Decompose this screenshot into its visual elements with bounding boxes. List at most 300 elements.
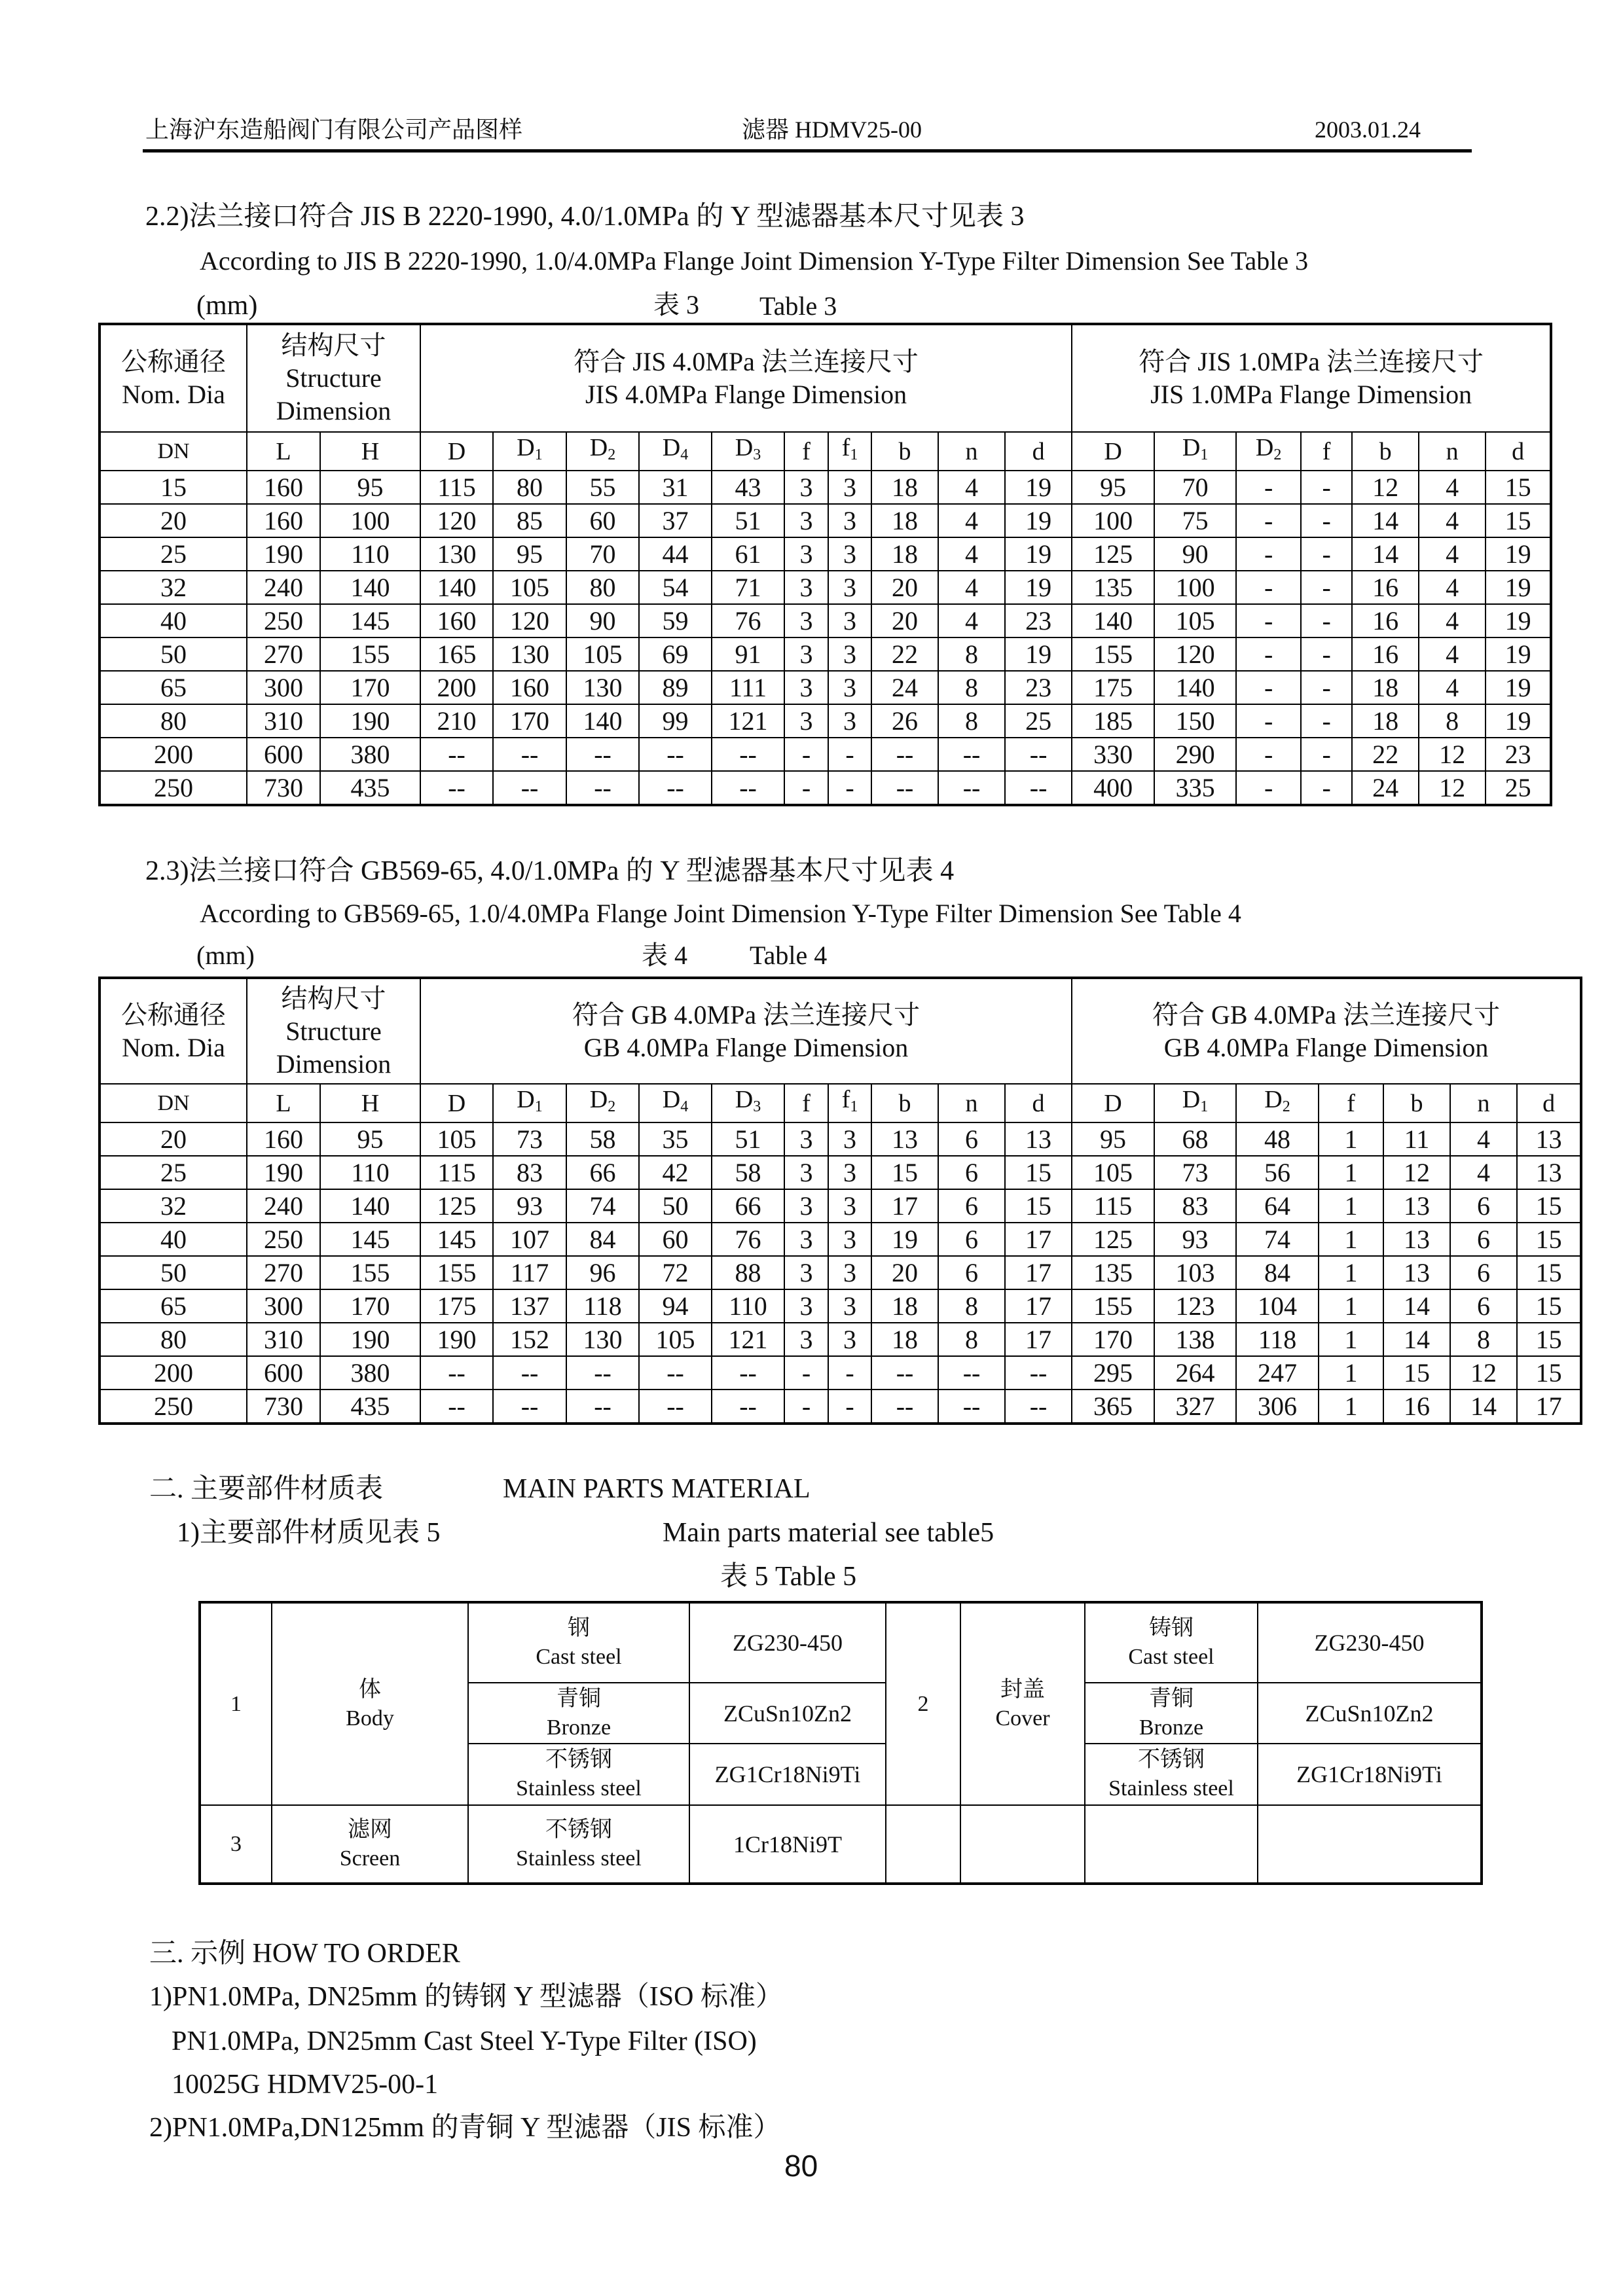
table-row	[100, 571, 1551, 604]
table-cell: 435	[320, 771, 420, 805]
table-row	[100, 1189, 1581, 1223]
material-name	[468, 1805, 689, 1884]
table-cell: 4	[938, 571, 1005, 604]
table-cell: 4	[1419, 604, 1486, 637]
table-cell: 4	[1419, 471, 1486, 504]
structure-header-en1: Structure	[285, 1016, 382, 1046]
table-cell: -	[1301, 504, 1352, 537]
table-cell: -	[784, 738, 828, 771]
table-cell: 44	[639, 537, 712, 571]
material-name-en: Stainless steel	[516, 1846, 642, 1871]
column-header: d	[1517, 1084, 1581, 1122]
table-cell: 80	[100, 1323, 247, 1356]
table-cell: 155	[420, 1256, 493, 1289]
column-header: $f_1$	[828, 1084, 871, 1122]
part-number: 2	[886, 1602, 960, 1805]
table-cell: 13	[1383, 1223, 1450, 1256]
table-cell: 165	[420, 637, 493, 671]
table-cell: 15	[1517, 1289, 1581, 1323]
table-cell: 25	[100, 537, 247, 571]
table-cell: 73	[1154, 1156, 1236, 1189]
table-cell: 380	[320, 1356, 420, 1390]
table-cell: 107	[493, 1223, 566, 1256]
material-code: ZCuSn10Zn2	[689, 1683, 886, 1744]
table-cell: 88	[712, 1256, 784, 1289]
table-cell: 73	[493, 1122, 566, 1156]
table-cell: 125	[1072, 1223, 1154, 1256]
table-cell: 170	[493, 704, 566, 738]
material-code: ZCuSn10Zn2	[1258, 1683, 1482, 1744]
table-row	[100, 1122, 1581, 1156]
table-cell: --	[712, 1356, 784, 1390]
table-cell: 23	[1486, 738, 1551, 771]
table-cell: 140	[566, 704, 639, 738]
table-cell: 290	[1154, 738, 1236, 771]
table-cell: 3	[828, 704, 871, 738]
table-row	[100, 704, 1551, 738]
table-cell: 8	[1419, 704, 1486, 738]
table-cell: 110	[320, 1156, 420, 1189]
table-cell: 19	[1005, 504, 1072, 537]
material-code: ZG1Cr18Ni9Ti	[1258, 1744, 1482, 1805]
table4-caption-cn: 表 4	[642, 941, 687, 970]
table-cell: 100	[320, 504, 420, 537]
table-cell: 84	[566, 1223, 639, 1256]
column-header: f	[1301, 432, 1352, 471]
column-header: f	[784, 1084, 828, 1122]
table-cell: 74	[1236, 1223, 1319, 1256]
table-cell: -	[1236, 504, 1301, 537]
table-row	[100, 1289, 1581, 1323]
table-cell: 23	[1005, 671, 1072, 704]
table-4-gb-dimensions	[98, 977, 1582, 1425]
table-cell: 40	[100, 1223, 247, 1256]
column-header: DN	[100, 432, 247, 471]
table-cell: 51	[712, 1122, 784, 1156]
column-header: $D_1$	[1154, 432, 1236, 471]
table-cell: 3	[828, 671, 871, 704]
table-cell: 24	[871, 671, 938, 704]
table-cell: 11	[1383, 1122, 1450, 1156]
table-cell: 125	[1072, 537, 1154, 571]
table-cell: 250	[247, 604, 320, 637]
table-cell: 103	[1154, 1256, 1236, 1289]
table-cell: 170	[320, 671, 420, 704]
table-row	[100, 671, 1551, 704]
material-name-en: Bronze	[1139, 1715, 1204, 1740]
table-cell: 4	[1450, 1156, 1517, 1189]
table-cell: 95	[1072, 471, 1154, 504]
table-cell: 15	[100, 471, 247, 504]
table-cell: --	[639, 1390, 712, 1424]
table-cell: 6	[938, 1189, 1005, 1223]
table-cell: 380	[320, 738, 420, 771]
table-cell: 54	[639, 571, 712, 604]
table-cell: --	[1005, 1356, 1072, 1390]
table-cell: 35	[639, 1122, 712, 1156]
table-cell: 76	[712, 604, 784, 637]
table-cell: --	[493, 1356, 566, 1390]
table-cell: 120	[1154, 637, 1236, 671]
column-header: d	[1486, 432, 1551, 471]
table-cell: -	[784, 1390, 828, 1424]
table-cell: 95	[1072, 1122, 1154, 1156]
table3-caption-en: Table 3	[759, 291, 837, 321]
table-cell: -	[828, 1356, 871, 1390]
table-cell: 3	[828, 537, 871, 571]
table-cell: 1	[1319, 1356, 1383, 1390]
table-cell: 1	[1319, 1156, 1383, 1189]
table-cell: --	[938, 1390, 1005, 1424]
table-cell: 75	[1154, 504, 1236, 537]
table-cell: 95	[493, 537, 566, 571]
table-cell: 3	[828, 1289, 871, 1323]
table-cell: 24	[1352, 771, 1419, 805]
table-cell: 3	[784, 671, 828, 704]
table-cell: 58	[566, 1122, 639, 1156]
table-cell: 121	[712, 1323, 784, 1356]
table-cell: 83	[493, 1156, 566, 1189]
table-cell: --	[566, 771, 639, 805]
jis-4mpa-header-en: JIS 4.0MPa Flange Dimension	[585, 380, 907, 409]
table-cell: 600	[247, 738, 320, 771]
material-name-cn: 不锈钢	[545, 1748, 612, 1772]
table-cell: -	[828, 771, 871, 805]
table-cell: 4	[1419, 571, 1486, 604]
table-cell: 105	[566, 637, 639, 671]
table-cell: 15	[1517, 1223, 1581, 1256]
table-cell: 15	[871, 1156, 938, 1189]
table-cell: -	[828, 738, 871, 771]
column-header: $D_4$	[639, 432, 712, 471]
column-header: b	[871, 1084, 938, 1122]
table-cell: 100	[1154, 571, 1236, 604]
table-cell: 15	[1517, 1323, 1581, 1356]
table-cell: --	[1005, 1390, 1072, 1424]
column-header: d	[1005, 1084, 1072, 1122]
table-cell: 68	[1154, 1122, 1236, 1156]
material-name-cn: 铸钢	[1149, 1616, 1194, 1640]
table-cell: 8	[938, 637, 1005, 671]
table-cell: 19	[1005, 571, 1072, 604]
table-cell: --	[938, 771, 1005, 805]
material-name-cn: 不锈钢	[545, 1817, 612, 1842]
table-cell: 250	[100, 771, 247, 805]
table-cell: 55	[566, 471, 639, 504]
empty-cell	[886, 1805, 960, 1884]
table-cell: 19	[1486, 704, 1551, 738]
material-name-cn: 青铜	[1149, 1686, 1194, 1711]
column-header: b	[1352, 432, 1419, 471]
nom-dia-header-cn: 公称通径	[121, 347, 226, 376]
table-cell: 13	[1383, 1256, 1450, 1289]
table-cell: --	[712, 771, 784, 805]
table-cell: --	[420, 771, 493, 805]
table-cell: --	[566, 738, 639, 771]
empty-cell	[1085, 1805, 1258, 1884]
table-cell: -	[1301, 604, 1352, 637]
table-cell: --	[712, 1390, 784, 1424]
table-cell: 145	[320, 1223, 420, 1256]
column-header: L	[247, 1084, 320, 1122]
table-cell: --	[938, 738, 1005, 771]
table-cell: 130	[566, 1323, 639, 1356]
table-cell: 3	[828, 571, 871, 604]
materials-subtitle-cn: 1)主要部件材质见表 5	[177, 1518, 441, 1548]
table-cell: 105	[1072, 1156, 1154, 1189]
table-cell: 175	[1072, 671, 1154, 704]
table-cell: 140	[1072, 604, 1154, 637]
document-product-title: 滤器 HDMV25-00	[742, 117, 922, 143]
table-cell: 13	[871, 1122, 938, 1156]
part-name	[272, 1805, 468, 1884]
table-cell: 80	[100, 704, 247, 738]
empty-cell	[1258, 1805, 1482, 1884]
table-cell: -	[1236, 738, 1301, 771]
table-cell: 31	[639, 471, 712, 504]
column-header: $D_3$	[712, 1084, 784, 1122]
jis-4mpa-flange-header	[420, 324, 1072, 432]
table-cell: 50	[639, 1189, 712, 1223]
table-cell: 37	[639, 504, 712, 537]
table-cell: 105	[1154, 604, 1236, 637]
table-cell: 110	[712, 1289, 784, 1323]
table-row	[100, 537, 1551, 571]
table-cell: 83	[1154, 1189, 1236, 1223]
material-name-en: Stainless steel	[516, 1776, 642, 1801]
table-cell: 17	[1005, 1323, 1072, 1356]
table-cell: --	[712, 738, 784, 771]
table-cell: 18	[871, 471, 938, 504]
table-row	[100, 637, 1551, 671]
column-header: L	[247, 432, 320, 471]
table-cell: 72	[639, 1256, 712, 1289]
table-cell: 6	[938, 1256, 1005, 1289]
table-cell: 14	[1383, 1323, 1450, 1356]
section-2-3-title-en: According to GB569-65, 1.0/4.0MPa Flange Joint Dimension Y-Type Filter Dimension See Table 4	[200, 899, 1241, 928]
table-cell: 32	[100, 1189, 247, 1223]
table-cell: 264	[1154, 1356, 1236, 1390]
table-cell: 306	[1236, 1390, 1319, 1424]
table-cell: 51	[712, 504, 784, 537]
order-section-title: 三. 示例 HOW TO ORDER	[149, 1939, 460, 1969]
table-cell: --	[493, 738, 566, 771]
column-header: b	[1383, 1084, 1450, 1122]
table-cell: 115	[1072, 1189, 1154, 1223]
table-cell: 14	[1383, 1289, 1450, 1323]
material-code: ZG1Cr18Ni9Ti	[689, 1744, 886, 1805]
material-code: ZG230-450	[1258, 1602, 1482, 1683]
table-cell: --	[1005, 771, 1072, 805]
table-cell: 13	[1383, 1189, 1450, 1223]
table-cell: 4	[1419, 671, 1486, 704]
page-number: 80	[784, 2149, 818, 2183]
table-cell: -	[1301, 704, 1352, 738]
table-cell: 730	[247, 1390, 320, 1424]
structure-header-cn: 结构尺寸	[281, 331, 386, 360]
table-cell: --	[420, 1356, 493, 1390]
table-cell: 70	[1154, 471, 1236, 504]
part-name-cn: 封盖	[1000, 1677, 1045, 1702]
table-cell: 200	[420, 671, 493, 704]
table-cell: 8	[938, 671, 1005, 704]
order-example-1-cn: 1)PN1.0MPa, DN25mm 的铸钢 Y 型滤器（ISO 标准）	[149, 1982, 783, 2012]
table-cell: 65	[100, 1289, 247, 1323]
table-cell: 15	[1486, 471, 1551, 504]
table-cell: 1	[1319, 1256, 1383, 1289]
structure-header-en1: Structure	[285, 363, 382, 393]
column-header: n	[1419, 432, 1486, 471]
table-cell: 80	[566, 571, 639, 604]
part-name-en: Body	[346, 1706, 394, 1731]
table-cell: 6	[938, 1223, 1005, 1256]
material-name-cn: 不锈钢	[1138, 1748, 1205, 1772]
table-cell: 730	[247, 771, 320, 805]
jis-1mpa-header-cn: 符合 JIS 1.0MPa 法兰连接尺寸	[1139, 347, 1484, 376]
table-cell: 16	[1383, 1390, 1450, 1424]
part-name-en: Screen	[339, 1846, 401, 1871]
table-cell: 1	[1319, 1323, 1383, 1356]
table-row	[100, 604, 1551, 637]
part-number: 1	[200, 1602, 272, 1805]
column-header: D	[420, 432, 493, 471]
table-cell: 3	[784, 1289, 828, 1323]
column-header: H	[320, 432, 420, 471]
table-cell: 80	[493, 471, 566, 504]
table-cell: 118	[566, 1289, 639, 1323]
table-cell: --	[493, 771, 566, 805]
table-cell: 15	[1517, 1189, 1581, 1223]
jis-1mpa-header-en: JIS 1.0MPa Flange Dimension	[1150, 380, 1472, 409]
table-cell: 175	[420, 1289, 493, 1323]
part-name-cn: 滤网	[348, 1817, 392, 1842]
table-cell: 190	[420, 1323, 493, 1356]
document-date: 2003.01.24	[1315, 117, 1421, 143]
column-header: f	[784, 432, 828, 471]
table-cell: -	[1236, 671, 1301, 704]
nom-dia-header-en: Nom. Dia	[122, 1032, 225, 1062]
table-cell: 18	[871, 537, 938, 571]
material-name-en: Stainless steel	[1108, 1776, 1234, 1801]
table-cell: 16	[1352, 637, 1419, 671]
table-3-jis-dimensions	[98, 323, 1552, 806]
table-cell: -	[1236, 771, 1301, 805]
table-cell: 210	[420, 704, 493, 738]
part-name	[960, 1602, 1085, 1805]
table-cell: 155	[320, 637, 420, 671]
table-cell: 20	[871, 1256, 938, 1289]
header-rule	[143, 149, 1472, 152]
structure-dimension-header	[247, 978, 420, 1084]
table-cell: -	[1301, 537, 1352, 571]
table-cell: -	[1236, 637, 1301, 671]
material-name	[1085, 1602, 1258, 1683]
table-cell: 152	[493, 1323, 566, 1356]
table-cell: -	[1236, 604, 1301, 637]
table4-caption-en: Table 4	[750, 941, 828, 970]
table-cell: 18	[1352, 671, 1419, 704]
table-cell: 19	[1486, 671, 1551, 704]
table-cell: -	[1301, 771, 1352, 805]
table-cell: -	[1236, 704, 1301, 738]
table-cell: 15	[1383, 1356, 1450, 1390]
column-header: d	[1005, 432, 1072, 471]
table-cell: 22	[871, 637, 938, 671]
nom-dia-header-cn: 公称通径	[121, 999, 226, 1030]
table-cell: 4	[938, 537, 1005, 571]
table-cell: 160	[247, 1122, 320, 1156]
table-row	[100, 471, 1551, 504]
table-cell: 3	[828, 637, 871, 671]
part-name-en: Cover	[995, 1706, 1050, 1731]
table-cell: 96	[566, 1256, 639, 1289]
table-cell: 15	[1517, 1256, 1581, 1289]
table-cell: 4	[938, 604, 1005, 637]
table-cell: 71	[712, 571, 784, 604]
table-cell: 89	[639, 671, 712, 704]
column-header: $D_1$	[493, 1084, 566, 1122]
table-cell: 4	[938, 504, 1005, 537]
table-cell: -	[1236, 571, 1301, 604]
material-name	[468, 1744, 689, 1805]
column-header: D	[1072, 1084, 1154, 1122]
table-cell: 20	[871, 571, 938, 604]
table3-caption-cn: 表 3	[653, 290, 699, 319]
table-cell: 8	[938, 704, 1005, 738]
column-header: $D_4$	[639, 1084, 712, 1122]
jis-4mpa-header-cn: 符合 JIS 4.0MPa 法兰连接尺寸	[574, 347, 919, 376]
table-cell: -	[1301, 571, 1352, 604]
table-cell: 140	[420, 571, 493, 604]
column-header: DN	[100, 1084, 247, 1122]
table-cell: 185	[1072, 704, 1154, 738]
section-2-2-title-cn: 2.2)法兰接口符合 JIS B 2220-1990, 4.0/1.0MPa 的 Y 型滤器基本尺寸见表 3	[145, 202, 1025, 232]
table-cell: 56	[1236, 1156, 1319, 1189]
table-cell: 12	[1419, 738, 1486, 771]
structure-dimension-header	[247, 324, 420, 432]
table4-unit: (mm)	[196, 941, 255, 970]
column-header: f	[1319, 1084, 1383, 1122]
table5-row	[200, 1805, 1482, 1884]
material-code: 1Cr18Ni9T	[689, 1805, 886, 1884]
table-cell: 3	[828, 471, 871, 504]
table-cell: 300	[247, 1289, 320, 1323]
table-cell: 3	[828, 1223, 871, 1256]
table-cell: 105	[639, 1323, 712, 1356]
table-cell: 155	[320, 1256, 420, 1289]
table-cell: 17	[1005, 1289, 1072, 1323]
table-cell: 91	[712, 637, 784, 671]
material-name-en: Cast steel	[1128, 1645, 1214, 1669]
table-cell: --	[871, 1390, 938, 1424]
table-cell: 335	[1154, 771, 1236, 805]
structure-header-en2: Dimension	[276, 396, 392, 425]
table-row	[100, 738, 1551, 771]
table-row	[100, 1256, 1581, 1289]
table-cell: 25	[1486, 771, 1551, 805]
table-cell: 118	[1236, 1323, 1319, 1356]
table-cell: 120	[420, 504, 493, 537]
table-cell: 3	[784, 504, 828, 537]
table-cell: --	[639, 771, 712, 805]
table-cell: 59	[639, 604, 712, 637]
material-name-en: Cast steel	[536, 1645, 622, 1669]
table-cell: 13	[1517, 1122, 1581, 1156]
table-cell: 6	[938, 1122, 1005, 1156]
table-row	[100, 1356, 1581, 1390]
table-cell: 135	[1072, 1256, 1154, 1289]
table-cell: 84	[1236, 1256, 1319, 1289]
